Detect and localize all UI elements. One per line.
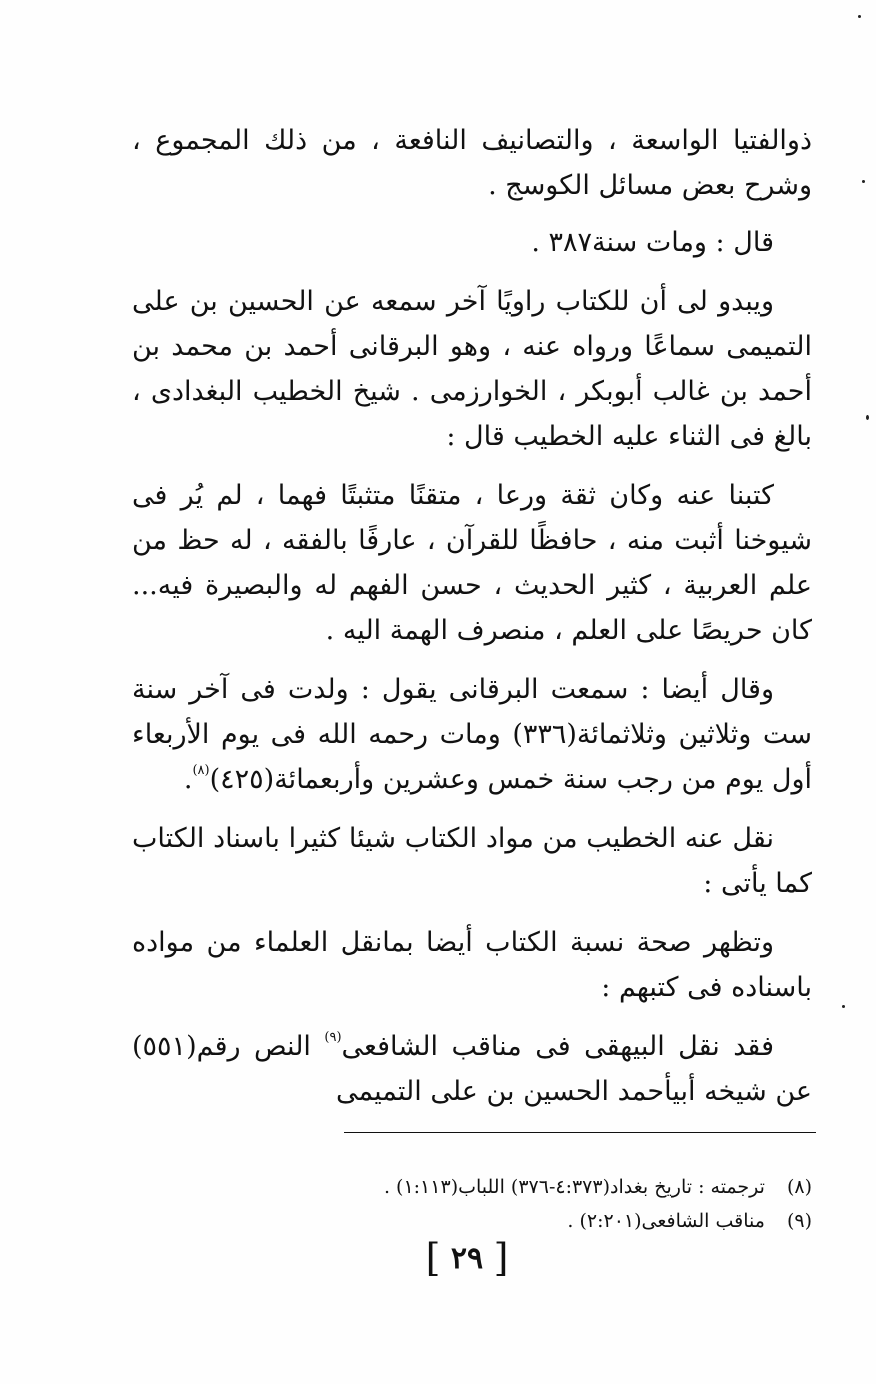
footnote-text: مناقب الشافعى(٢:٢٠١) .	[567, 1210, 765, 1232]
footnote-divider	[344, 1132, 816, 1133]
paragraph-7: وتظهر صحة نسبة الكتاب أيضا بمانقل العلماء من مواده باسناده فى كتبهم :	[132, 927, 812, 1003]
footnote-number: (٨)	[786, 1176, 812, 1198]
scan-speck	[842, 1005, 845, 1008]
paragraph-1: ذوالفتيا الواسعة ، والتصانيف النافعة ، من ذلك المجموع ، وشرح بعض مسائل الكوسج .	[132, 125, 812, 201]
page-number-bracket-close: ]	[425, 1236, 441, 1280]
footnote-ref-8: (٨)	[192, 763, 210, 778]
main-text	[132, 118, 812, 1114]
paragraph-8-start: فقد نقل البيهقى فى مناقب الشافعى	[341, 1031, 775, 1062]
footnote-ref-9: (٩)	[324, 1030, 342, 1045]
footnote-8	[280, 1170, 812, 1204]
paragraph-3: ويبدو لى أن للكتاب راويًا آخر سمعه عن الحسين بن على التميمى سماعًا ورواه عنه ، وهو البرقانى أحمد بن محمد بن أحمد بن غالب أبوبكر ، الخوارزمى . شيخ الخطيب البغدادى ، بالغ فى الثناء عليه الخطيب قال :	[132, 286, 812, 452]
paragraph-4: كتبنا عنه وكان ثقة ورعا ، متقنًا متثبتًا فهما ، لم يُر فى شيوخنا أثبت منه ، حافظًا للقرآن ، عارفًا بالفقه ، له حظ من علم العربية ، كثير الحديث ، حسن الفهم له والبصيرة فيه... كان حريصًا على العلم ، منصرف الهمة اليه .	[132, 480, 812, 646]
page-number-bracket-open: [	[493, 1236, 509, 1280]
scan-speck	[866, 415, 869, 420]
paragraph-5	[132, 667, 812, 802]
paragraph-6: نقل عنه الخطيب من مواد الكتاب شيئا كثيرا باسناد الكتاب كما يأتى :	[132, 823, 812, 899]
paragraph-5-end: .	[183, 764, 193, 795]
paragraph-5-text: وقال أيضا : سمعت البرقانى يقول : ولدت فى آخر سنة ست وثلاثين وثلاثمائة(٣٣٦) ومات رحمه الله فى يوم الأربعاء أول يوم من رجب سنة خمس وعشرين وأربعمائة(٤٢٥)	[132, 674, 813, 795]
paragraph-8	[132, 1024, 812, 1114]
footnote-9	[280, 1204, 812, 1238]
scan-speck	[862, 180, 865, 183]
scan-speck	[858, 15, 861, 18]
footnote-text: ترجمته : تاريخ بغداد(٤:٣٧٣-٣٧٦) اللباب(١:١١٣) .	[383, 1176, 765, 1198]
footnote-number: (٩)	[786, 1210, 812, 1232]
page-number	[412, 1236, 522, 1280]
footnotes	[280, 1170, 812, 1238]
page-number-value: ٢٩	[450, 1241, 484, 1276]
paragraph-8-rest: النص رقم(٥٥١) عن شيخه أبيأحمد الحسين بن على التميمى	[132, 1031, 812, 1107]
paragraph-2: قال : ومات سنة٣٨٧ .	[531, 227, 774, 258]
